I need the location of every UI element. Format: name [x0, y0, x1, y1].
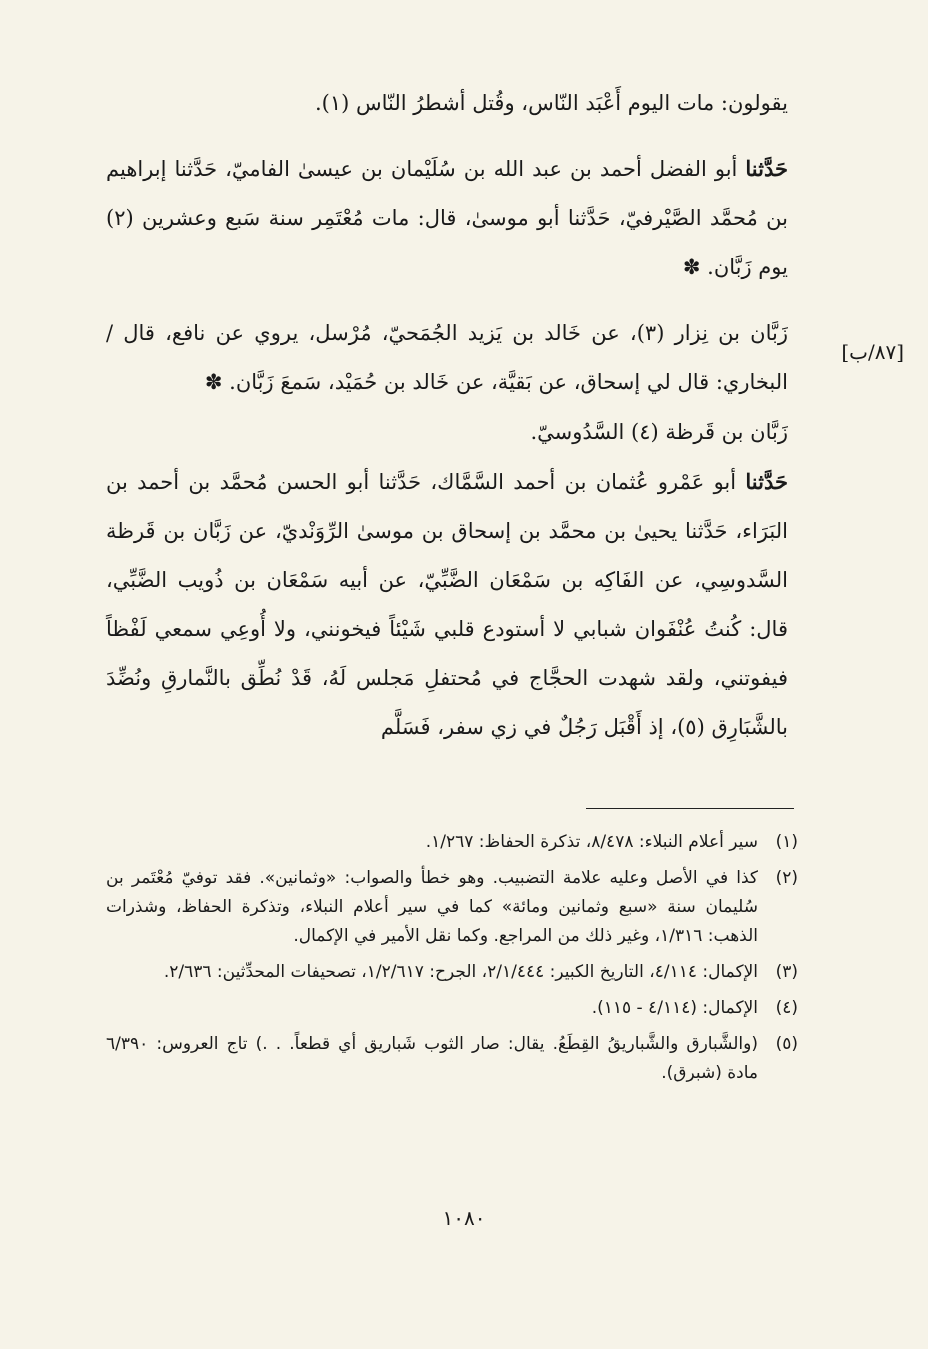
footnote-item: [106, 994, 798, 1023]
footnote-number: (٢): [775, 868, 798, 888]
footnotes: [106, 828, 798, 1095]
paragraph-text: أبو الفضل أحمد بن عبد الله بن سُلَيْمان بن عيسىٰ الفاميّ، حَدَّثنا إبراهيم بن مُحمَّد الصَّيْرفيّ، حَدَّثنا أبو موسىٰ، قال: مات مُعْتَمِر سنة سَبع وعشرين (٢) يوم زَبَّان. ✽: [106, 157, 788, 279]
folio-margin-note: [٨٧/ب]: [841, 340, 904, 364]
footnote-text: الإكمال: (٤/١١٤ - ١١٥).: [591, 998, 758, 1018]
paragraph-text: زَبَّان بن نِزار (٣)، عن خَالد بن يَزيد الجُمَحيّ، مُرْسل، يروي عن نافع، قال / البخاري: قال لي إسحاق، عن بَقيَّة، عن خَالد بن حُمَيْد، سَمعَ زَبَّان. ✽: [106, 321, 788, 394]
page-number: ١٠٨٠: [442, 1206, 486, 1230]
paragraph-lead: حَدَّثنا: [745, 469, 788, 494]
paragraph-lead: حَدَّثنا: [745, 156, 788, 181]
paragraph-4: [106, 407, 788, 457]
footnote-number: (٤): [775, 998, 798, 1018]
footnote-number: (١): [775, 832, 798, 852]
footnote-text: كذا في الأصل وعليه علامة التضبيب. وهو خطأ والصواب: «وثمانين». فقد توفيّ مُعْتَمر بن سُليمان سنة «سبع وثمانين ومائة» كما في سير أعلام النبلاء، وتذكرة الحفاظ، وشذرات الذهب: ١/٣١٦، وغير ذلك من المراجع. وكما نقل الأمير في الإكمال.: [106, 868, 758, 946]
paragraph-1: [106, 78, 788, 128]
footnote-text: سير أعلام النبلاء: ٨/٤٧٨، تذكرة الحفاظ: ١/٢٦٧.: [425, 832, 758, 852]
paragraph-2: [106, 144, 788, 292]
paragraph-3: [106, 308, 788, 407]
footnote-item: [106, 1030, 798, 1088]
footnote-item: [106, 864, 798, 951]
paragraph-5: [106, 457, 788, 752]
paragraph-text: زَبَّان بن قَرظة (٤) السَّدُوسيّ.: [530, 420, 788, 444]
main-text: [106, 78, 788, 752]
footnote-item: [106, 958, 798, 987]
footnote-text: الإكمال: ٤/١١٤، التاريخ الكبير: ٢/١/٤٤٤، الجرح: ١/٢/٦١٧، تصحيفات المحدِّثين: ٢/٦٣٦.: [163, 962, 758, 982]
footnote-number: (٣): [775, 962, 798, 982]
footnote-item: [106, 828, 798, 857]
footnote-text: (والشَّبارق والشَّباريقُ القِطَعُ. يقال: صار الثوب شَباريق أي قطعاً. . .) تاج العروس: ٦/٣٩٠ مادة (شبرق).: [106, 1034, 758, 1083]
footnote-divider: [586, 808, 794, 809]
footnote-number: (٥): [775, 1034, 798, 1054]
paragraph-text: أبو عَمْرو عُثمان بن أحمد السَّمَّاك، حَدَّثنا أبو الحسن مُحمَّد بن أحمد بن البَرَاء، حَدَّثنا يحيىٰ بن محمَّد بن إسحاق بن موسىٰ الرِّوَنْديّ، عن زَبَّان بن قَرظة السَّدوسِي، عن الفَاكِه بن سَمْعَان الضَّبِّيّ، عن أبيه سَمْعَان بن ذُويب الضَّبِّي، قال: كُنتُ عُنْفَوان شبابي لا أستودع قلبي شَيْئاً فيخونني، ولا أُوعِي سمعي لَفْظاً فيفوتني، ولقد شهدت الحجَّاج في مُحتفلِ مَجلس لَهُ، قَدْ نُطِّق بالنَّمارقِ ونُضِّدَ بالشَّبَارِق (٥)، إذ أَقْبَل رَجُلٌ في زي سفر، فَسَلَّم: [106, 470, 788, 739]
paragraph-text: يقولون: مات اليوم أَعْبَد النّاس، وقُتل أشطرُ النّاس (١).: [314, 91, 788, 115]
